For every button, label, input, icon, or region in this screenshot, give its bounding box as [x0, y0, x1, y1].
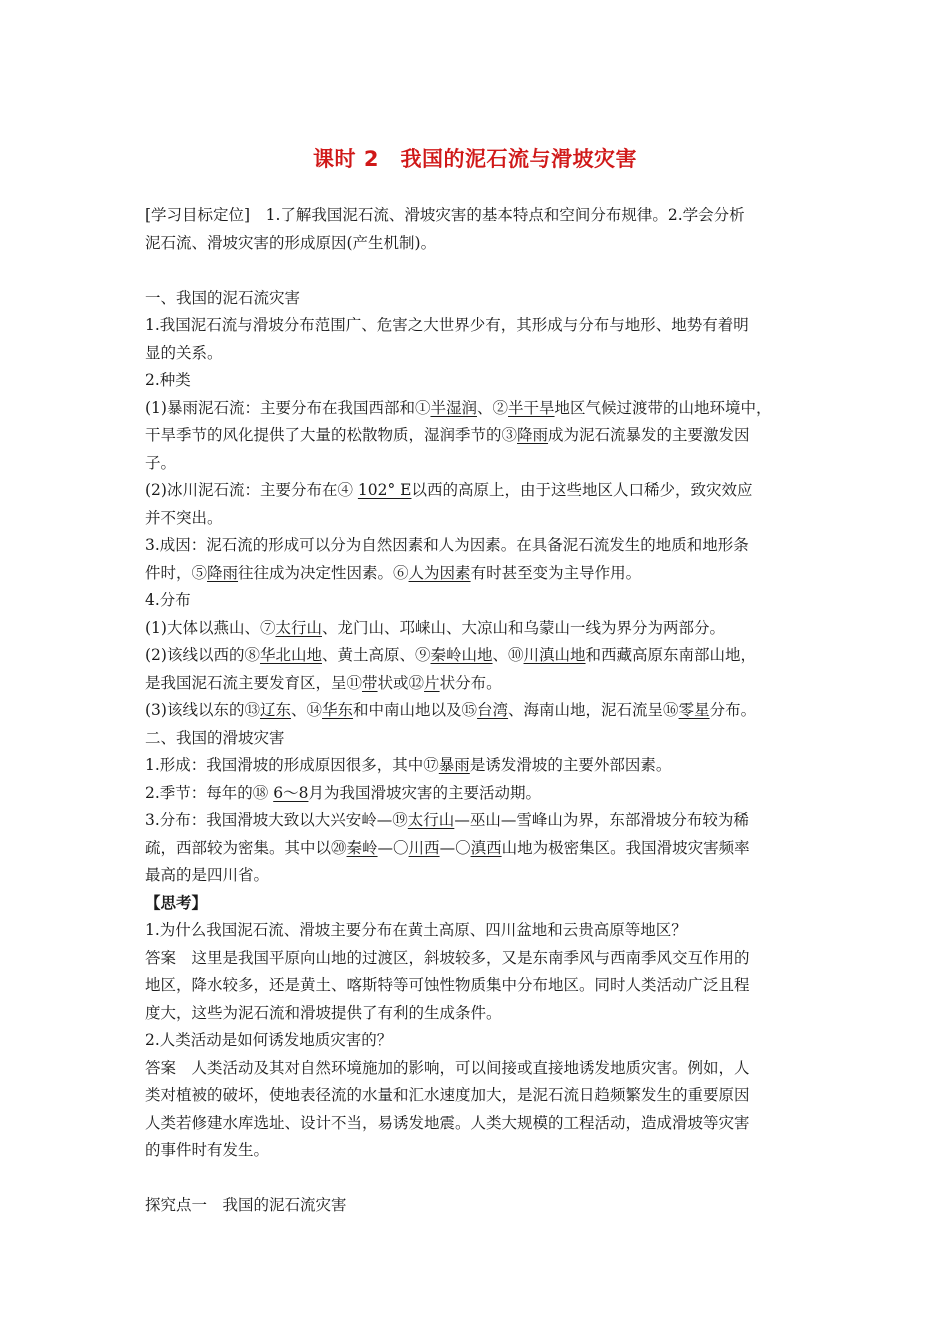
answer-blank: 秦岭: [346, 838, 378, 857]
paragraph-line: (3)该线以东的⑬辽东、⑭华东和中南山地以及⑮台湾、海南山地，泥石流呈⑯零星分布。: [145, 701, 757, 719]
section-1-heading: 一、我国的泥石流灾害: [145, 288, 301, 307]
answer-blank: 带: [362, 673, 378, 692]
paragraph-line: (2)冰川泥石流：主要分布在④ 102° E以西的高原上，由于这些地区人口稀少，致灾效应: [145, 481, 753, 499]
paragraph-line: 1.我国泥石流与滑坡分布范围广、危害之大世界少有，其形成与分布与地形、地势有着明: [145, 316, 749, 334]
distribution-heading: 4.分布: [145, 591, 191, 609]
objectives-line-1: [学习目标定位] 1.了解我国泥石流、滑坡灾害的基本特点和空间分布规律。2.学会分析: [145, 206, 745, 224]
document-body: [145, 202, 813, 1220]
answer-blank: 半湿润: [430, 398, 477, 417]
page-title: 课时 2 我国的泥石流与滑坡灾害: [313, 147, 637, 171]
paragraph-line: (2)该线以西的⑧华北山地、黄土高原、⑨秦岭山地、⑩川滇山地和西藏高原东南部山地，: [145, 646, 757, 664]
types-heading: 2.种类: [145, 371, 191, 389]
paragraph-line: 件时，⑤降雨往往成为决定性因素。⑥人为因素有时甚至变为主导作用。: [145, 563, 642, 582]
answer-blank: 秦岭山地: [430, 646, 493, 664]
answer-2-line: 答案 人类活动及其对自然环境施加的影响，可以间接或直接地诱发地质灾害。例如，人: [145, 1058, 750, 1077]
paragraph-line: 是我国泥石流主要发育区，呈⑪带状或⑫片状分布。: [145, 673, 502, 692]
paragraph-line: 3.分布：我国滑坡大致以大兴安岭—⑲太行山—巫山—雪峰山为界，东部滑坡分布较为稀: [145, 811, 749, 829]
paragraph-line: (1)大体以燕山、⑦太行山、龙门山、邛崃山、大凉山和乌蒙山一线为界分为两部分。: [145, 618, 725, 637]
answer-1-line: 度大，这些为泥石流和滑坡提供了有利的生成条件。: [145, 1003, 502, 1022]
explore-heading: 探究点一 我国的泥石流灾害: [145, 1196, 347, 1214]
section-2-heading: 二、我国的滑坡灾害: [145, 728, 285, 747]
paragraph-line: 2.季节：每年的⑱ 6～8月为我国滑坡灾害的主要活动期。: [145, 783, 541, 802]
paragraph-line: 子。: [145, 453, 177, 472]
answer-blank: 华东: [322, 701, 354, 719]
answer-blank: 川滇山地: [523, 646, 586, 664]
answer-1-line: 地区，降水较多，还是黄土、喀斯特等可蚀性物质集中分布地区。同时人类活动广泛且程: [145, 976, 750, 994]
paragraph-line: 并不突出。: [145, 508, 223, 527]
answer-1-line: 答案 这里是我国平原向山地的过渡区，斜坡较多，又是东南季风与西南季风交互作用的: [145, 948, 750, 967]
answer-blank: 台湾: [477, 701, 509, 719]
answer-blank: 川西: [408, 838, 440, 857]
answer-blank: 滇西: [470, 838, 502, 857]
paragraph-line: 疏，西部较为密集。其中以⑳秦岭—〇川西—〇滇西山地为极密集区。我国滑坡灾害频率: [145, 838, 750, 857]
paragraph-line: 1.形成：我国滑坡的形成原因很多，其中⑰暴雨是诱发滑坡的主要外部因素。: [145, 756, 672, 774]
paragraph-line: 干旱季节的风化提供了大量的松散物质，湿润季节的③降雨成为泥石流暴发的主要激发因: [145, 426, 750, 444]
answer-blank: 辽东: [259, 701, 291, 719]
question-1: 1.为什么我国泥石流、滑坡主要分布在黄土高原、四川盆地和云贵高原等地区？: [145, 921, 687, 939]
answer-blank: 降雨: [207, 563, 239, 582]
answer-2-line: 的事件时有发生。: [145, 1141, 270, 1159]
answer-2-line: 人类若修建水库选址、设计不当，易诱发地震。人类大规模的工程活动，造成滑坡等灾害: [145, 1113, 750, 1132]
paragraph-line: 最高的是四川省。: [145, 866, 270, 884]
answer-blank: 降雨: [517, 426, 549, 444]
answer-blank: 6～8: [273, 783, 309, 802]
answer-blank: 片: [424, 673, 440, 692]
paragraph-line: (1)暴雨泥石流：主要分布在我国西部和①半湿润、②半干旱地区气候过渡带的山地环境中，: [145, 398, 772, 417]
answer-blank: 零星: [678, 701, 710, 719]
question-2: 2.人类活动是如何诱发地质灾害的？: [145, 1031, 393, 1049]
think-heading: 【思考】: [145, 893, 208, 912]
paragraph-line: 3.成因：泥石流的形成可以分为自然因素和人为因素。在具备泥石流发生的地质和地形条: [145, 536, 749, 554]
answer-blank: 人为因素: [408, 563, 471, 582]
answer-blank: 半干旱: [508, 398, 555, 417]
answer-blank: 102° E: [357, 481, 412, 499]
answer-blank: 太行山: [407, 811, 455, 829]
answer-blank: 华北山地: [259, 646, 322, 664]
answer-2-line: 类对植被的破坏，使地表径流的水量和汇水速度加大，是泥石流日趋频繁发生的重要原因: [145, 1086, 750, 1104]
objectives-line-2: 泥石流、滑坡灾害的形成原因(产生机制)。: [145, 233, 437, 252]
paragraph-line: 显的关系。: [145, 343, 223, 362]
answer-blank: 暴雨: [438, 756, 470, 774]
answer-blank: 太行山: [275, 618, 322, 637]
